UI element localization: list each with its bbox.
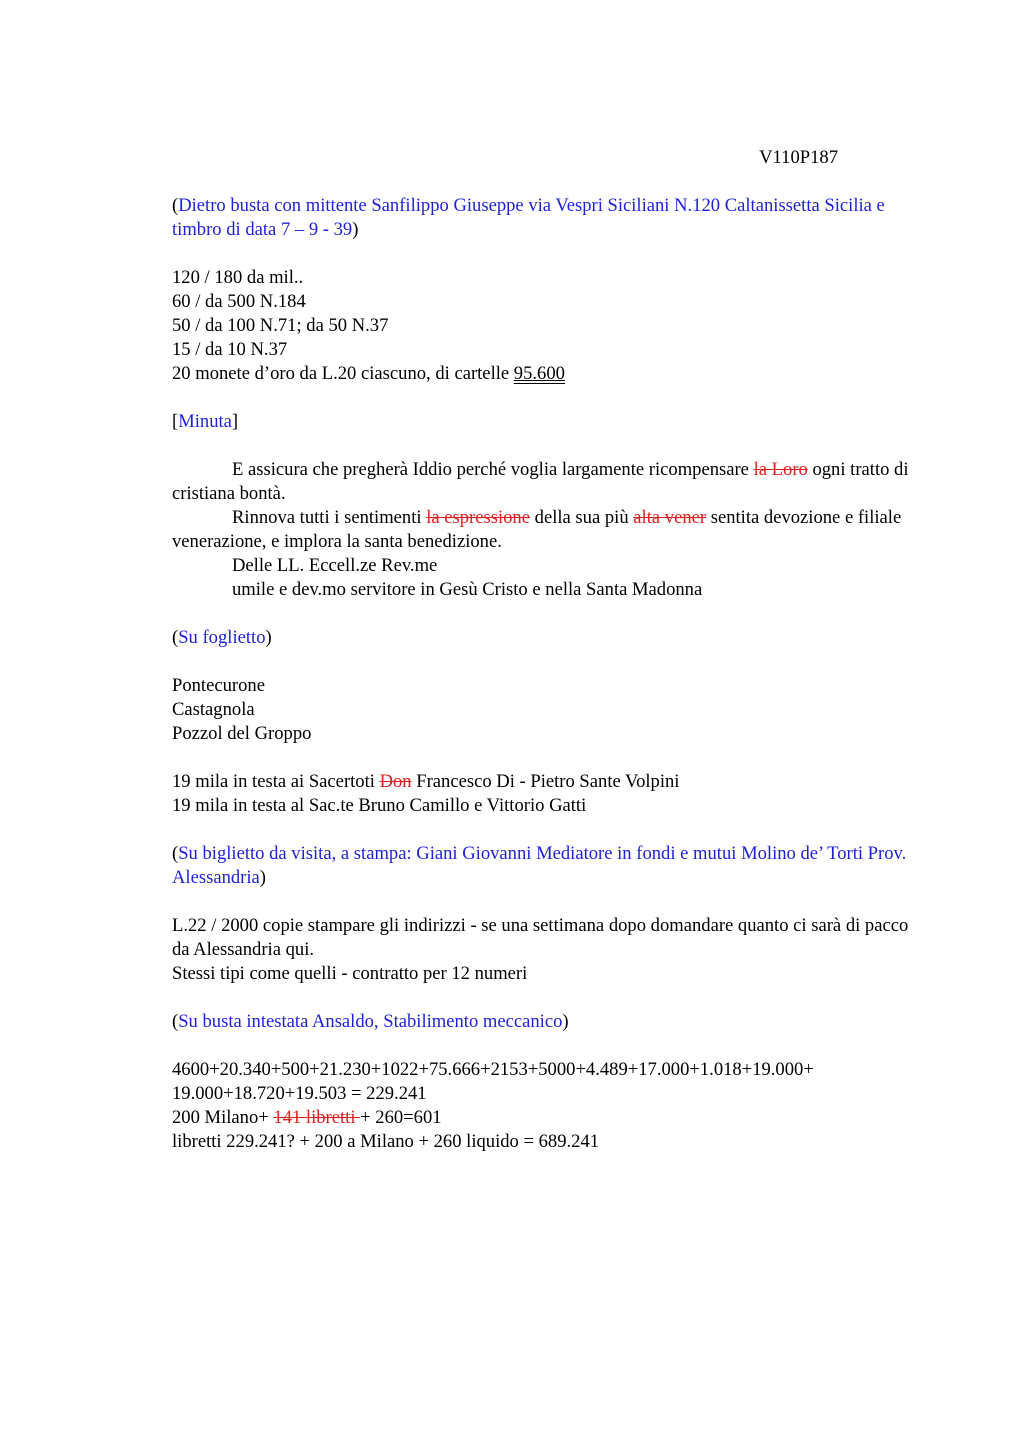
coins-amount: 95.600 bbox=[513, 363, 565, 384]
editorial-note: Su foglietto bbox=[178, 627, 266, 648]
closing-line: Delle LL. Eccell.ze Rev.me bbox=[232, 555, 438, 576]
text-run: della sua più bbox=[530, 507, 634, 528]
struck-text: Don bbox=[379, 771, 412, 792]
note-business-card bbox=[172, 842, 924, 890]
text-run: E assicura che pregherà Iddio perché voglia largamente ricompensare bbox=[232, 459, 754, 480]
note-slip bbox=[172, 626, 924, 650]
coins-line bbox=[172, 362, 924, 386]
list-line: 50 / da 100 N.71; da 50 N.37 bbox=[172, 315, 389, 336]
place-line: Pontecurone bbox=[172, 675, 265, 696]
editorial-note: Su busta intestata Ansaldo, Stabilimento meccanico bbox=[178, 1011, 563, 1032]
paren-open: ( bbox=[172, 843, 179, 864]
paren-close: ) bbox=[352, 219, 359, 240]
letter-paragraph-2 bbox=[172, 506, 924, 554]
struck-text: la Loro bbox=[753, 459, 808, 480]
list-line: 60 / da 500 N.184 bbox=[172, 291, 306, 312]
coins-text: 20 monete d’oro da L.20 ciascuno, di cartelle bbox=[172, 363, 514, 384]
text-run: 19 mila in testa ai Sacertoti bbox=[172, 771, 380, 792]
editorial-note: Su biglietto da visita, a stampa: Giani Giovanni Mediatore in fondi e mutui Molino de’ Torti Prov. Alessandria bbox=[172, 843, 907, 888]
paren-open: ( bbox=[172, 195, 179, 216]
minuta-label bbox=[172, 410, 924, 434]
paren-close: ) bbox=[562, 1011, 569, 1032]
list-line: 15 / da 10 N.37 bbox=[172, 339, 288, 360]
note-envelope-back bbox=[172, 194, 924, 242]
minuta-text: Minuta bbox=[178, 411, 232, 432]
print-line-1: L.22 / 2000 copie stampare gli indirizzi - se una settimana dopo domandare quanto ci sarà di pacco da Alessandria qui. bbox=[172, 915, 909, 960]
struck-text: alta vener bbox=[633, 507, 707, 528]
document-page bbox=[172, 146, 924, 1154]
calc-line-3: libretti 229.241? + 200 a Milano + 260 liquido = 689.241 bbox=[172, 1131, 600, 1152]
print-line-2: Stessi tipi come quelli - contratto per 12 numeri bbox=[172, 963, 528, 984]
paren-open: ( bbox=[172, 627, 179, 648]
paren-close: ) bbox=[265, 627, 272, 648]
text-run: Francesco Di - Pietro Sante Volpini bbox=[411, 771, 680, 792]
struck-text: 141 libretti bbox=[273, 1107, 361, 1128]
mila-line-1 bbox=[172, 770, 924, 794]
letter-paragraph-1 bbox=[172, 458, 924, 506]
bracket-open: [ bbox=[172, 411, 179, 432]
calc-line-2 bbox=[172, 1106, 924, 1130]
struck-text: la espressione bbox=[426, 507, 530, 528]
reference-code: V110P187 bbox=[759, 147, 838, 168]
text-run: ogni tratto di cristiana bontà. bbox=[172, 459, 909, 504]
closing-signature: umile e dev.mo servitore in Gesù Cristo e nella Santa Madonna bbox=[232, 579, 703, 600]
note-ansaldo-envelope bbox=[172, 1010, 924, 1034]
bracket-close: ] bbox=[231, 411, 239, 432]
paren-open: ( bbox=[172, 1011, 179, 1032]
place-line: Castagnola bbox=[172, 699, 255, 720]
text-run: sentita devozione e filiale venerazione, e implora la santa benedizione. bbox=[172, 507, 902, 552]
text-run: 200 Milano+ bbox=[172, 1107, 274, 1128]
text-run: Rinnova tutti i sentimenti bbox=[232, 507, 427, 528]
text-run: + 260=601 bbox=[360, 1107, 442, 1128]
place-line: Pozzol del Groppo bbox=[172, 723, 312, 744]
calc-line-1: 4600+20.340+500+21.230+1022+75.666+2153+5000+4.489+17.000+1.018+19.000+ 19.000+18.720+19.503 = 229.241 bbox=[172, 1059, 814, 1104]
editorial-note: Dietro busta con mittente Sanfilippo Giuseppe via Vespri Siciliani N.120 Caltanissetta Sicilia e timbro di data 7 – 9 - 39 bbox=[172, 195, 885, 240]
paren-close: ) bbox=[259, 867, 266, 888]
list-line: 120 / 180 da mil.. bbox=[172, 267, 304, 288]
mila-line-2: 19 mila in testa al Sac.te Bruno Camillo e Vittorio Gatti bbox=[172, 795, 587, 816]
